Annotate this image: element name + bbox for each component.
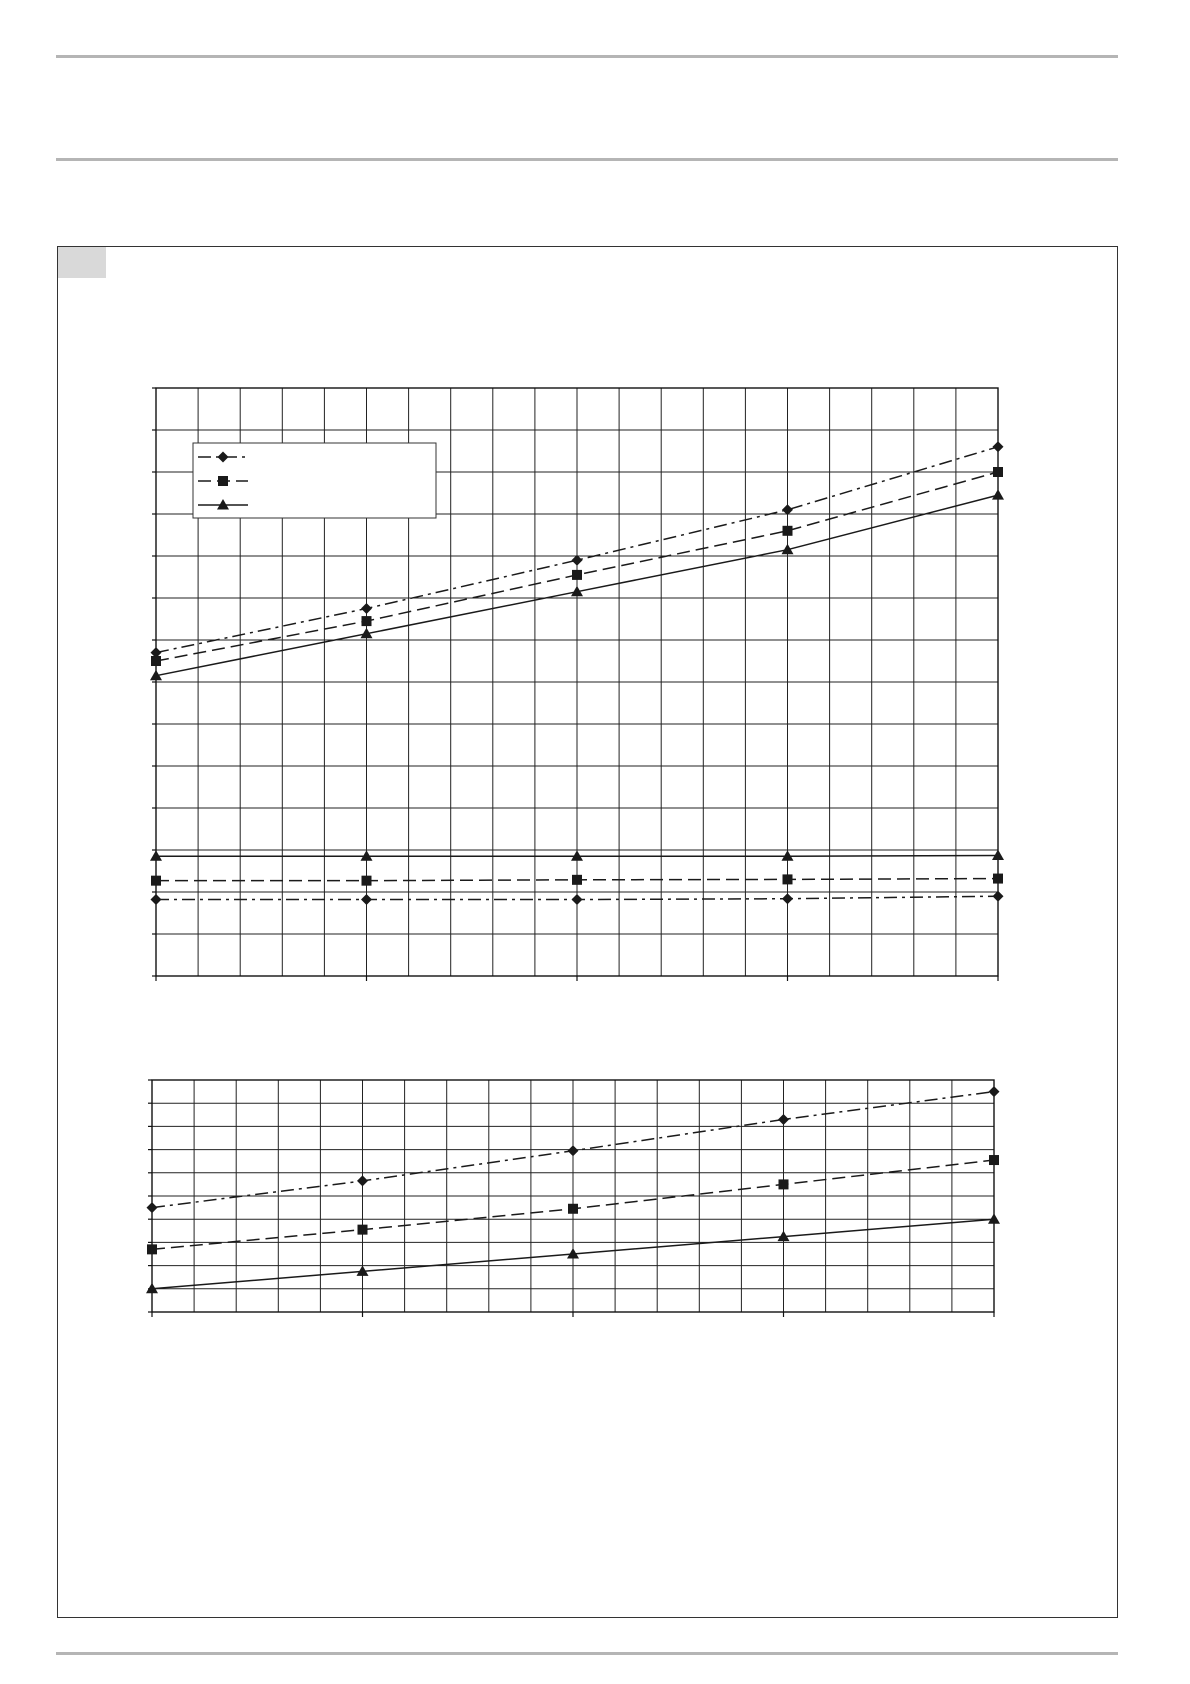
series-5 [151,874,1003,886]
data-point [782,893,793,904]
legend-marker [218,476,228,486]
data-point [993,467,1003,477]
data-point [778,1114,789,1125]
data-point [989,1086,1000,1097]
data-point [357,1175,368,1186]
data-point [147,1244,157,1254]
data-point [151,656,161,666]
legend [193,443,436,518]
data-point [989,1155,999,1165]
data-point [151,894,162,905]
data-point [362,876,372,886]
grid [152,1080,994,1312]
data-point [783,874,793,884]
data-point [568,1204,578,1214]
data-point [568,1145,579,1156]
data-point [572,894,583,905]
data-point [992,489,1004,500]
data-point [361,894,372,905]
data-point [988,1213,1000,1224]
chart-2 [146,1080,1000,1317]
series-4 [150,849,1004,860]
data-point [783,526,793,536]
data-point [147,1202,158,1213]
data-point [993,441,1004,452]
data-point [572,570,582,580]
data-point [993,874,1003,884]
data-point [779,1179,789,1189]
data-point [572,875,582,885]
data-point [358,1225,368,1235]
data-point [362,616,372,626]
chart-1 [150,388,1004,981]
data-point [361,603,372,614]
data-point [151,876,161,886]
data-point [992,849,1004,860]
